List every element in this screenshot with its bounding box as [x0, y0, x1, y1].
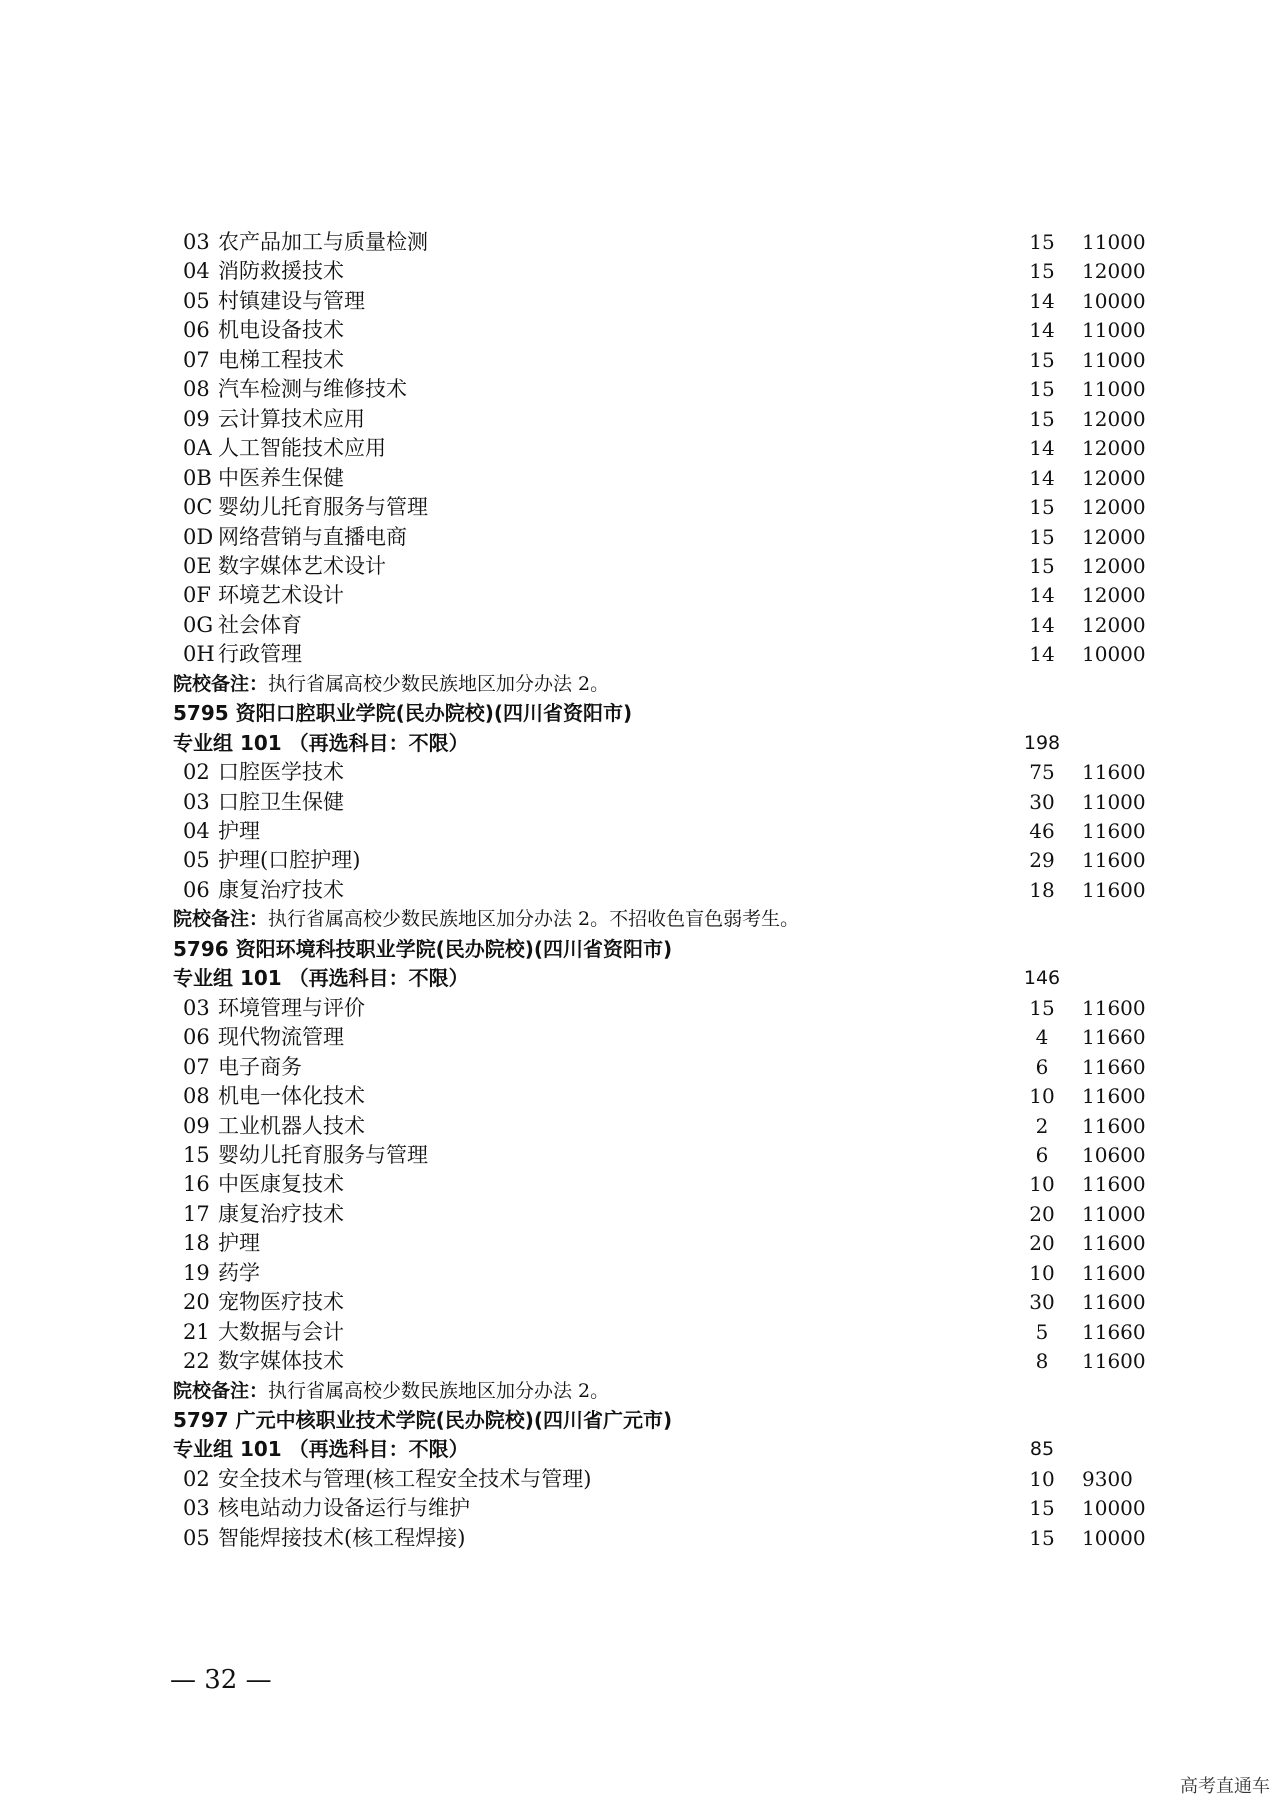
major-row	[0, 257, 1280, 286]
tuition-fee: 11600	[1082, 1084, 1146, 1108]
major-name: 婴幼儿托育服务与管理	[218, 1143, 428, 1167]
tuition-fee: 11600	[1082, 1231, 1146, 1255]
major-row	[0, 1141, 1280, 1170]
major-name: 行政管理	[218, 642, 302, 666]
tuition-fee: 12000	[1082, 259, 1146, 283]
school-name: 5795 资阳口腔职业学院(民办院校)(四川省资阳市)	[173, 701, 633, 725]
major-row	[0, 817, 1280, 846]
plan-count: 15	[1029, 996, 1055, 1020]
major-group-label: 专业组 101 （再选科目：不限）	[173, 1437, 469, 1461]
plan-count: 15	[1029, 377, 1055, 401]
major-name: 消防救援技术	[218, 259, 344, 283]
major-row	[0, 493, 1280, 522]
school-note-value: 执行省属高校少数民族地区加分办法 2。	[268, 1380, 610, 1402]
major-name: 康复治疗技术	[218, 1202, 344, 1226]
major-code: 0E	[183, 554, 212, 578]
tuition-fee: 12000	[1082, 525, 1146, 549]
school-name: 5796 资阳环境科技职业学院(民办院校)(四川省资阳市)	[173, 937, 673, 961]
school-note-value: 执行省属高校少数民族地区加分办法 2。不招收色盲色弱考生。	[268, 908, 800, 930]
major-code: 03	[183, 996, 210, 1020]
major-name: 宠物医疗技术	[218, 1290, 344, 1314]
major-code: 05	[183, 1526, 210, 1550]
major-row	[0, 434, 1280, 463]
major-name: 口腔卫生保健	[218, 790, 344, 814]
major-code: 0H	[183, 642, 215, 666]
school-header	[0, 935, 1280, 964]
major-row	[0, 1524, 1280, 1553]
major-row	[0, 876, 1280, 905]
major-name: 电梯工程技术	[218, 348, 344, 372]
tuition-fee: 12000	[1082, 583, 1146, 607]
major-name: 中医养生保健	[218, 466, 344, 490]
major-group-label: 专业组 101 （再选科目：不限）	[173, 966, 469, 990]
major-name: 数字媒体技术	[218, 1349, 344, 1373]
tuition-fee: 11000	[1082, 230, 1146, 254]
major-name: 电子商务	[218, 1055, 302, 1079]
major-name: 核电站动力设备运行与维护	[218, 1496, 470, 1520]
tuition-fee: 11600	[1082, 1290, 1146, 1314]
major-name: 中医康复技术	[218, 1172, 344, 1196]
plan-count: 20	[1029, 1231, 1055, 1255]
plan-count: 14	[1029, 436, 1055, 460]
plan-count: 15	[1029, 1496, 1055, 1520]
tuition-fee: 11600	[1082, 848, 1146, 872]
school-note	[0, 905, 1280, 934]
major-code: 19	[183, 1261, 210, 1285]
major-row	[0, 287, 1280, 316]
major-code: 0F	[183, 583, 211, 607]
tuition-fee: 11600	[1082, 878, 1146, 902]
major-code: 03	[183, 230, 210, 254]
major-name: 机电设备技术	[218, 318, 344, 342]
major-code: 22	[183, 1349, 210, 1373]
tuition-fee: 11600	[1082, 1349, 1146, 1373]
major-code: 17	[183, 1202, 210, 1226]
major-row	[0, 523, 1280, 552]
major-code: 05	[183, 848, 210, 872]
major-code: 02	[183, 1467, 210, 1491]
major-row	[0, 640, 1280, 669]
tuition-fee: 11660	[1082, 1320, 1146, 1344]
plan-count: 46	[1029, 819, 1055, 843]
major-name: 智能焊接技术(核工程焊接)	[218, 1526, 466, 1550]
major-row	[0, 1023, 1280, 1052]
major-code: 09	[183, 1114, 210, 1138]
major-row	[0, 1347, 1280, 1376]
school-header	[0, 699, 1280, 728]
group-plan-count: 146	[1023, 967, 1061, 989]
school-note	[0, 1377, 1280, 1406]
tuition-fee: 11000	[1082, 318, 1146, 342]
plan-count: 5	[1035, 1320, 1049, 1344]
plan-count: 15	[1029, 348, 1055, 372]
major-name: 农产品加工与质量检测	[218, 230, 428, 254]
tuition-fee: 11600	[1082, 1261, 1146, 1285]
major-row	[0, 788, 1280, 817]
major-name: 云计算技术应用	[218, 407, 365, 431]
tuition-fee: 12000	[1082, 436, 1146, 460]
watermark-text: 高考直通车	[1180, 1776, 1270, 1797]
major-row	[0, 1259, 1280, 1288]
major-code: 0B	[183, 466, 212, 490]
major-code: 06	[183, 318, 210, 342]
tuition-fee: 11000	[1082, 377, 1146, 401]
major-name: 护理(口腔护理)	[218, 848, 361, 872]
plan-count: 10	[1029, 1467, 1055, 1491]
major-row	[0, 464, 1280, 493]
major-code: 06	[183, 878, 210, 902]
plan-count: 14	[1029, 318, 1055, 342]
major-row	[0, 346, 1280, 375]
major-code: 18	[183, 1231, 210, 1255]
plan-count: 29	[1029, 848, 1055, 872]
plan-count: 14	[1029, 289, 1055, 313]
plan-count: 15	[1029, 495, 1055, 519]
school-note-value: 执行省属高校少数民族地区加分办法 2。	[268, 673, 610, 695]
major-code: 04	[183, 259, 210, 283]
plan-count: 75	[1029, 760, 1055, 784]
major-name: 网络营销与直播电商	[218, 525, 407, 549]
major-code: 20	[183, 1290, 210, 1314]
major-name: 人工智能技术应用	[218, 436, 386, 460]
major-code: 03	[183, 790, 210, 814]
plan-count: 6	[1035, 1055, 1049, 1079]
plan-count: 18	[1029, 878, 1055, 902]
plan-count: 10	[1029, 1261, 1055, 1285]
major-row	[0, 552, 1280, 581]
plan-count: 15	[1029, 1526, 1055, 1550]
major-row	[0, 758, 1280, 787]
plan-count: 10	[1029, 1172, 1055, 1196]
major-name: 药学	[218, 1261, 260, 1285]
major-name: 社会体育	[218, 613, 302, 637]
major-row	[0, 1053, 1280, 1082]
tuition-fee: 11660	[1082, 1055, 1146, 1079]
major-code: 15	[183, 1143, 210, 1167]
group-plan-count: 85	[1029, 1438, 1055, 1460]
major-code: 0A	[183, 436, 212, 460]
major-name: 现代物流管理	[218, 1025, 344, 1049]
plan-count: 14	[1029, 642, 1055, 666]
major-row	[0, 405, 1280, 434]
tuition-fee: 12000	[1082, 495, 1146, 519]
major-row	[0, 1112, 1280, 1141]
major-name: 婴幼儿托育服务与管理	[218, 495, 428, 519]
tuition-fee: 12000	[1082, 613, 1146, 637]
major-group-header	[0, 964, 1280, 993]
tuition-fee: 11000	[1082, 1202, 1146, 1226]
major-group-label: 专业组 101 （再选科目：不限）	[173, 731, 469, 755]
tuition-fee: 11600	[1082, 996, 1146, 1020]
major-code: 06	[183, 1025, 210, 1049]
major-code: 03	[183, 1496, 210, 1520]
tuition-fee: 11600	[1082, 819, 1146, 843]
major-row	[0, 316, 1280, 345]
major-row	[0, 228, 1280, 257]
major-name: 护理	[218, 819, 260, 843]
school-name: 5797 广元中核职业技术学院(民办院校)(四川省广元市)	[173, 1408, 673, 1432]
major-name: 工业机器人技术	[218, 1114, 365, 1138]
school-note-text	[173, 1377, 609, 1406]
major-code: 0D	[183, 525, 214, 549]
plan-count: 6	[1035, 1143, 1049, 1167]
major-row	[0, 581, 1280, 610]
plan-count: 30	[1029, 1290, 1055, 1314]
tuition-fee: 10000	[1082, 1496, 1146, 1520]
major-code: 09	[183, 407, 210, 431]
major-row	[0, 1082, 1280, 1111]
major-name: 口腔医学技术	[218, 760, 344, 784]
tuition-fee: 10600	[1082, 1143, 1146, 1167]
plan-count: 15	[1029, 554, 1055, 578]
tuition-fee: 12000	[1082, 407, 1146, 431]
school-note-label: 院校备注：	[173, 1380, 269, 1402]
major-name: 机电一体化技术	[218, 1084, 365, 1108]
major-row	[0, 1465, 1280, 1494]
school-note-label: 院校备注：	[173, 908, 269, 930]
major-row	[0, 1288, 1280, 1317]
major-code: 0G	[183, 613, 214, 637]
major-group-header	[0, 729, 1280, 758]
school-note-label: 院校备注：	[173, 673, 269, 695]
plan-count: 30	[1029, 790, 1055, 814]
plan-count: 15	[1029, 230, 1055, 254]
major-row	[0, 1494, 1280, 1523]
tuition-fee: 11000	[1082, 348, 1146, 372]
tuition-fee: 11660	[1082, 1025, 1146, 1049]
major-name: 环境管理与评价	[218, 996, 365, 1020]
school-note-text	[173, 905, 799, 934]
plan-count: 15	[1029, 259, 1055, 283]
major-code: 02	[183, 760, 210, 784]
major-row	[0, 1229, 1280, 1258]
major-code: 08	[183, 377, 210, 401]
major-code: 07	[183, 348, 210, 372]
plan-count: 14	[1029, 613, 1055, 637]
major-row	[0, 1318, 1280, 1347]
major-row	[0, 611, 1280, 640]
major-code: 07	[183, 1055, 210, 1079]
major-row	[0, 1200, 1280, 1229]
plan-count: 10	[1029, 1084, 1055, 1108]
tuition-fee: 11600	[1082, 760, 1146, 784]
group-plan-count: 198	[1023, 732, 1061, 754]
school-note	[0, 670, 1280, 699]
school-header	[0, 1406, 1280, 1435]
major-code: 21	[183, 1320, 210, 1344]
major-code: 05	[183, 289, 210, 313]
tuition-fee: 9300	[1082, 1467, 1133, 1491]
major-code: 08	[183, 1084, 210, 1108]
major-name: 安全技术与管理(核工程安全技术与管理)	[218, 1467, 592, 1491]
tuition-fee: 10000	[1082, 642, 1146, 666]
tuition-fee: 11600	[1082, 1172, 1146, 1196]
tuition-fee: 12000	[1082, 466, 1146, 490]
plan-count: 20	[1029, 1202, 1055, 1226]
major-code: 16	[183, 1172, 210, 1196]
tuition-fee: 11000	[1082, 790, 1146, 814]
major-name: 汽车检测与维修技术	[218, 377, 407, 401]
major-name: 护理	[218, 1231, 260, 1255]
tuition-fee: 10000	[1082, 289, 1146, 313]
plan-count: 15	[1029, 525, 1055, 549]
major-group-header	[0, 1435, 1280, 1464]
major-row	[0, 1170, 1280, 1199]
major-name: 数字媒体艺术设计	[218, 554, 386, 578]
page-number: — 32 —	[170, 1665, 272, 1695]
major-row	[0, 994, 1280, 1023]
plan-count: 4	[1035, 1025, 1049, 1049]
major-name: 环境艺术设计	[218, 583, 344, 607]
major-name: 大数据与会计	[218, 1320, 344, 1344]
tuition-fee: 10000	[1082, 1526, 1146, 1550]
major-code: 04	[183, 819, 210, 843]
tuition-fee: 11600	[1082, 1114, 1146, 1138]
major-name: 康复治疗技术	[218, 878, 344, 902]
plan-count: 15	[1029, 407, 1055, 431]
school-note-text	[173, 670, 609, 699]
major-name: 村镇建设与管理	[218, 289, 365, 313]
plan-count: 2	[1035, 1114, 1049, 1138]
plan-count: 14	[1029, 466, 1055, 490]
plan-count: 14	[1029, 583, 1055, 607]
tuition-fee: 12000	[1082, 554, 1146, 578]
major-code: 0C	[183, 495, 213, 519]
major-row	[0, 375, 1280, 404]
plan-count: 8	[1035, 1349, 1049, 1373]
major-row	[0, 846, 1280, 875]
